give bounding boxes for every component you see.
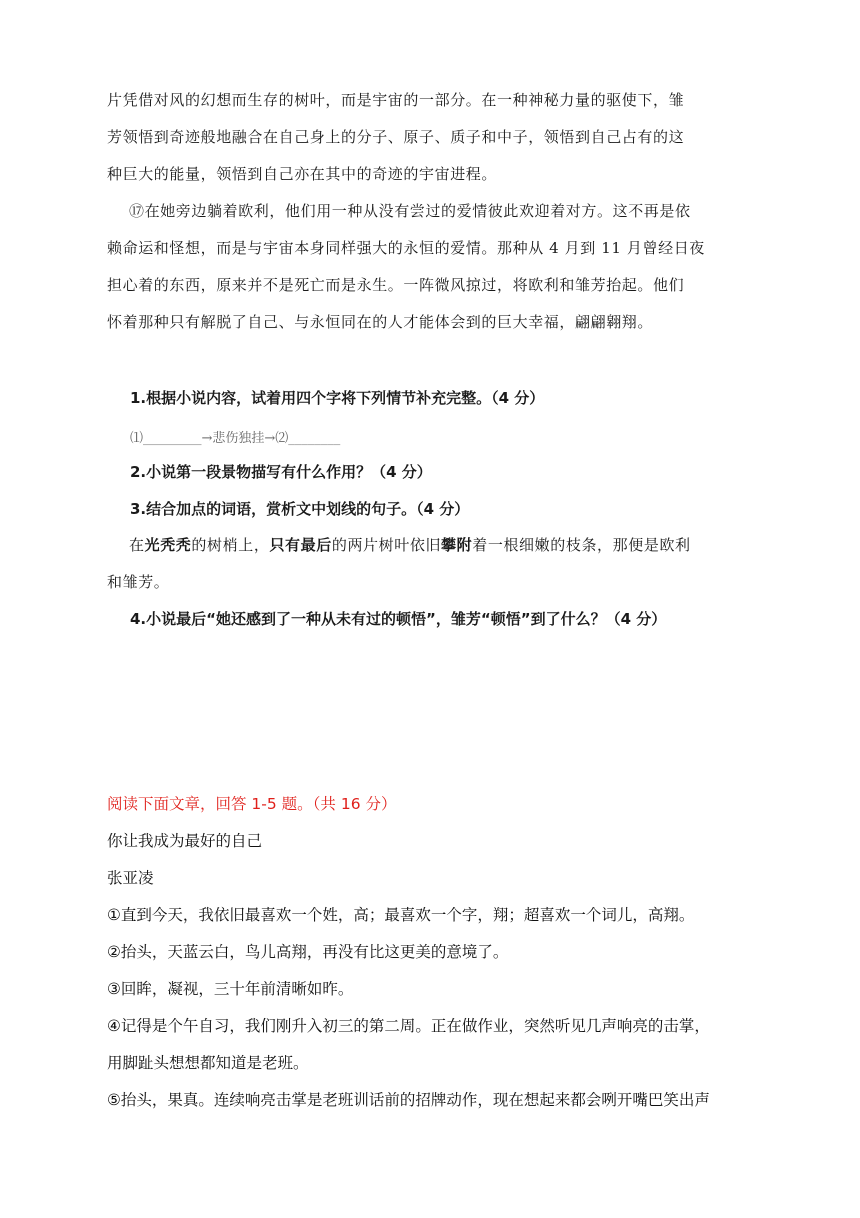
story-paragraph-continued <box>107 82 753 193</box>
article-paragraph: ①直到今天，我依旧最喜欢一个姓，高；最喜欢一个字，翔；超喜欢一个词儿，高翔。 <box>107 906 695 924</box>
dotted-word: 攀附 <box>441 536 473 554</box>
article-title: 你让我成为最好的自己 <box>107 832 263 850</box>
dotted-word: 光秃秃 <box>144 536 192 554</box>
section-instruction: 阅读下面文章，回答 1-5 题。（共 16 分） <box>107 795 397 813</box>
text-line: ⑰在她旁边躺着欧利，他们用一种从没有尝过的爱情彼此欢迎着对方。这不再是依 <box>129 202 691 220</box>
article-author: 张亚凌 <box>107 869 154 887</box>
text-line: 片凭借对风的幻想而生存的树叶，而是宇宙的一部分。在一种神秘力量的驱使下，雏 <box>107 91 685 109</box>
question-2: 2.小说第一段景物描写有什么作用？（4 分） <box>130 463 432 481</box>
question-3-sentence <box>107 527 753 601</box>
article-paragraph: ⑤抬头，果真。连续响亮击掌是老班训话前的招牌动作，现在想起来都会咧开嘴巴笑出声 <box>107 1091 710 1109</box>
text-line: 芳领悟到奇迹般地融合在自己身上的分子、原子、质子和中子，领悟到自己占有的这 <box>107 128 685 146</box>
dotted-word: 只有最后 <box>269 536 332 554</box>
article-paragraph: ②抬头，天蓝云白，鸟儿高翔，再没有比这更美的意境了。 <box>107 943 509 961</box>
text-line: 怀着那种只有解脱了自己、与永恒同在的人才能体会到的巨大幸福，翩翩翱翔。 <box>107 313 654 331</box>
story-paragraph-17 <box>107 193 753 341</box>
article-paragraph: ③回眸，凝视，三十年前清晰如昨。 <box>107 980 354 998</box>
question-1: 1.根据小说内容，试着用四个字将下列情节补充完整。（4 分） <box>130 389 545 407</box>
question-4: 4.小说最后“她还感到了一种从未有过的顿悟”，雏芳“顿悟”到了什么？（4 分） <box>130 610 667 628</box>
question-3: 3.结合加点的词语，赏析文中划线的句子。（4 分） <box>130 500 470 518</box>
article-paragraph: ④记得是个午自习，我们刚升入初三的第二周。正在做作业，突然听见几声响亮的击掌， <box>107 1017 710 1035</box>
text-line: 赖命运和怪想，而是与宇宙本身同样强大的永恒的爱情。那种从 4 月到 11 月曾经日夜 <box>107 239 705 257</box>
text-line: 担心着的东西，原来并不是死亡而是永生。一阵微风掠过，将欧利和雏芳抬起。他们 <box>107 276 685 294</box>
text-line: 种巨大的能量，领悟到自己亦在其中的奇迹的宇宙进程。 <box>107 165 498 183</box>
article-paragraph: 用脚趾头想想都知道是老班。 <box>107 1054 309 1072</box>
text-line: 和雏芳。 <box>107 573 170 591</box>
text-line: 在光秃秃的树梢上，只有最后的两片树叶依旧攀附着一根细嫩的枝条，那便是欧利 <box>129 536 691 554</box>
question-1-blanks: ⑴_________→悲伤独挂→⑵________ <box>130 431 341 446</box>
